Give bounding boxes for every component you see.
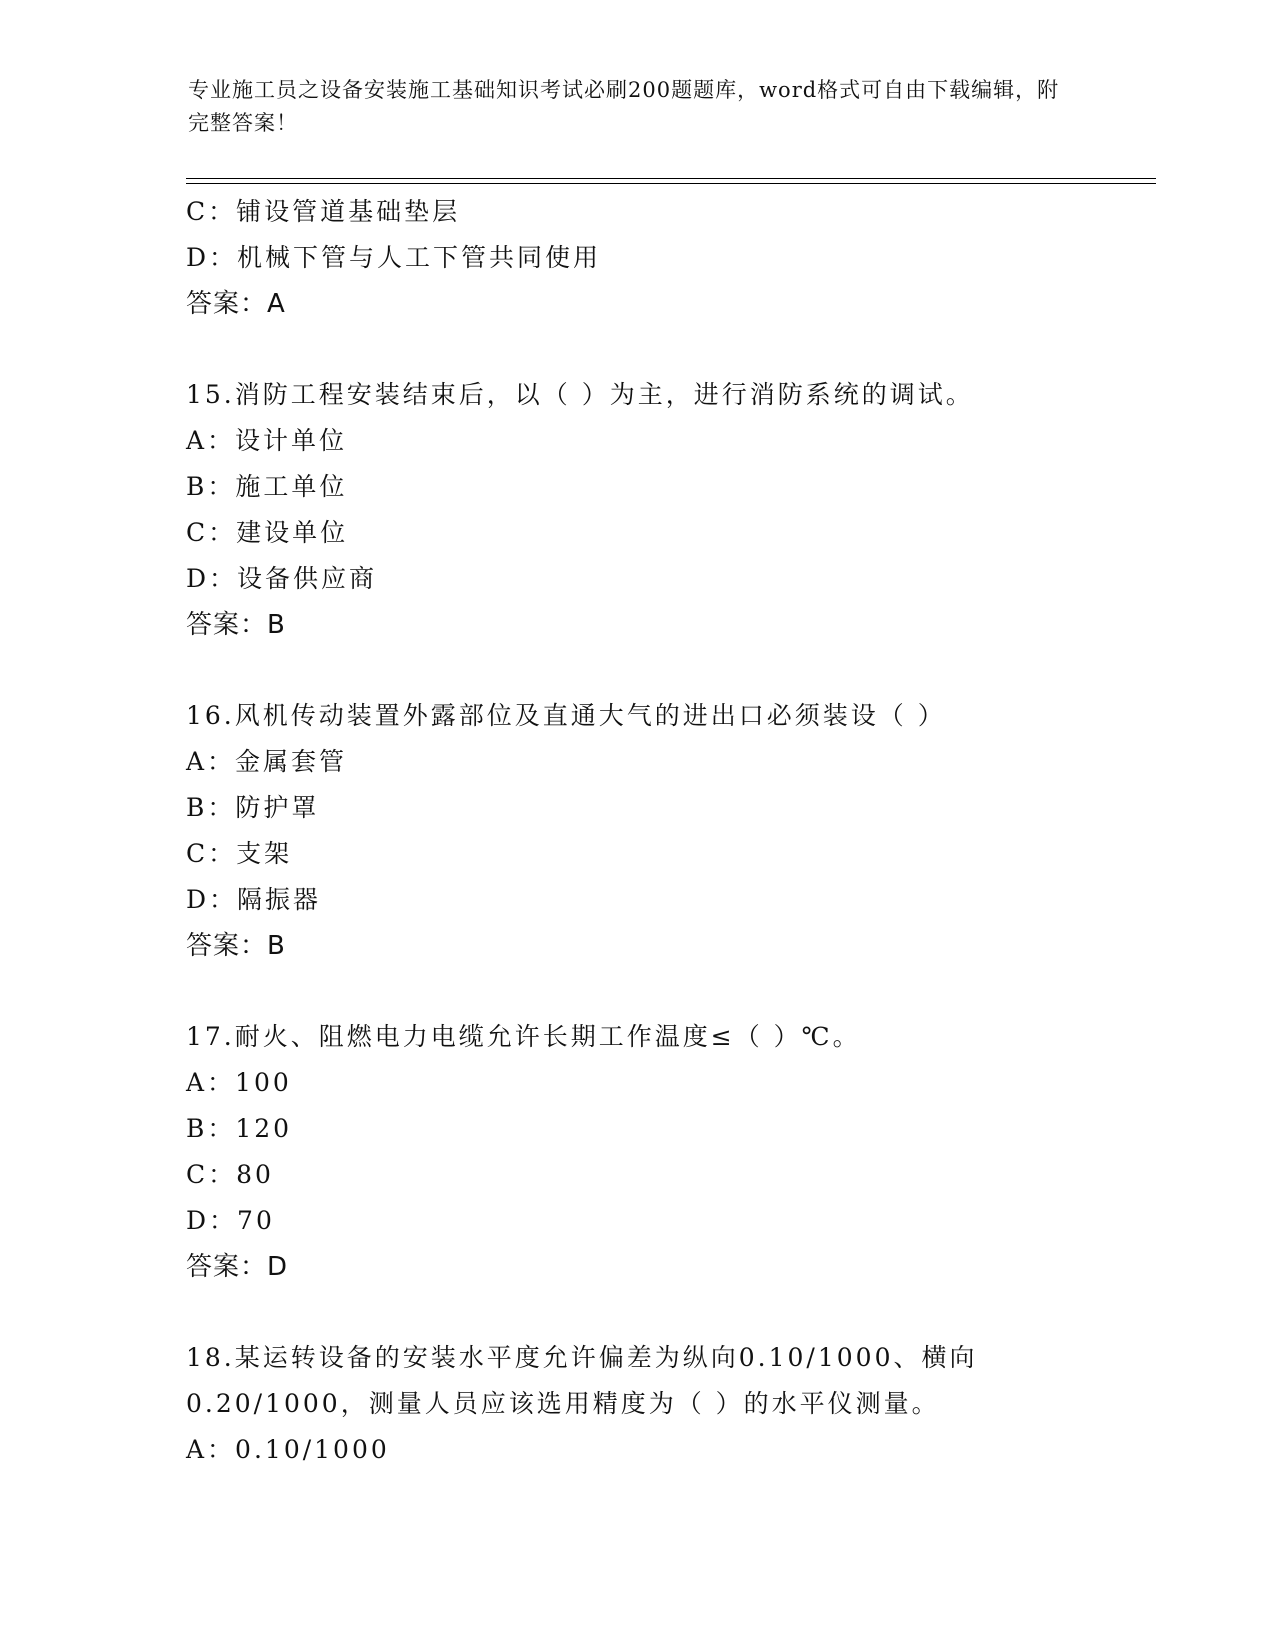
question-stem: 17.耐火、阻燃电力电缆允许长期工作温度≤（ ）℃。	[186, 1022, 861, 1051]
question-18	[186, 1335, 1086, 1473]
option-d: D：设备供应商	[186, 564, 378, 593]
option-d: D：机械下管与人工下管共同使用	[186, 243, 602, 272]
option-c: C：铺设管道基础垫层	[186, 197, 461, 226]
question-stem-line-2: 0.20/1000，测量人员应该选用精度为（ ）的水平仪测量。	[186, 1389, 940, 1418]
option-a: A：100	[186, 1068, 292, 1097]
option-c: C：80	[186, 1160, 274, 1189]
option-c: C：支架	[186, 839, 293, 868]
option-b: B：120	[186, 1114, 293, 1143]
option-a: A：金属套管	[186, 747, 348, 776]
question-stem: 15.消防工程安装结束后，以（ ）为主，进行消防系统的调试。	[186, 380, 974, 409]
question-17	[186, 1014, 1086, 1290]
answer: 答案：D	[186, 1252, 289, 1282]
header-divider-bottom	[186, 183, 1156, 184]
question-stem-line-1: 18.某运转设备的安装水平度允许偏差为纵向0.10/1000、横向	[186, 1343, 978, 1372]
spacer	[186, 327, 1086, 372]
header-divider-top	[186, 178, 1156, 179]
option-d: D：70	[186, 1206, 275, 1235]
spacer	[186, 648, 1086, 693]
option-a: A：设计单位	[186, 426, 348, 455]
option-b: B：防护罩	[186, 793, 320, 822]
option-b: B：施工单位	[186, 472, 348, 501]
question-16	[186, 693, 1086, 969]
question-list	[186, 189, 1086, 1473]
question-14-continued	[186, 189, 1086, 327]
answer: 答案：B	[186, 931, 286, 961]
question-stem: 16.风机传动装置外露部位及直通大气的进出口必须装设（ ）	[186, 701, 946, 730]
answer: 答案：A	[186, 289, 286, 319]
option-d: D：隔振器	[186, 885, 322, 914]
option-a: A：0.10/1000	[186, 1435, 390, 1464]
answer: 答案：B	[186, 610, 286, 640]
spacer	[186, 1290, 1086, 1335]
spacer	[186, 969, 1086, 1014]
option-c: C：建设单位	[186, 518, 349, 547]
document-header: 专业施工员之设备安装施工基础知识考试必刷200题题库，word格式可自由下载编辑，附完整答案！	[188, 78, 1060, 135]
question-15	[186, 372, 1086, 648]
